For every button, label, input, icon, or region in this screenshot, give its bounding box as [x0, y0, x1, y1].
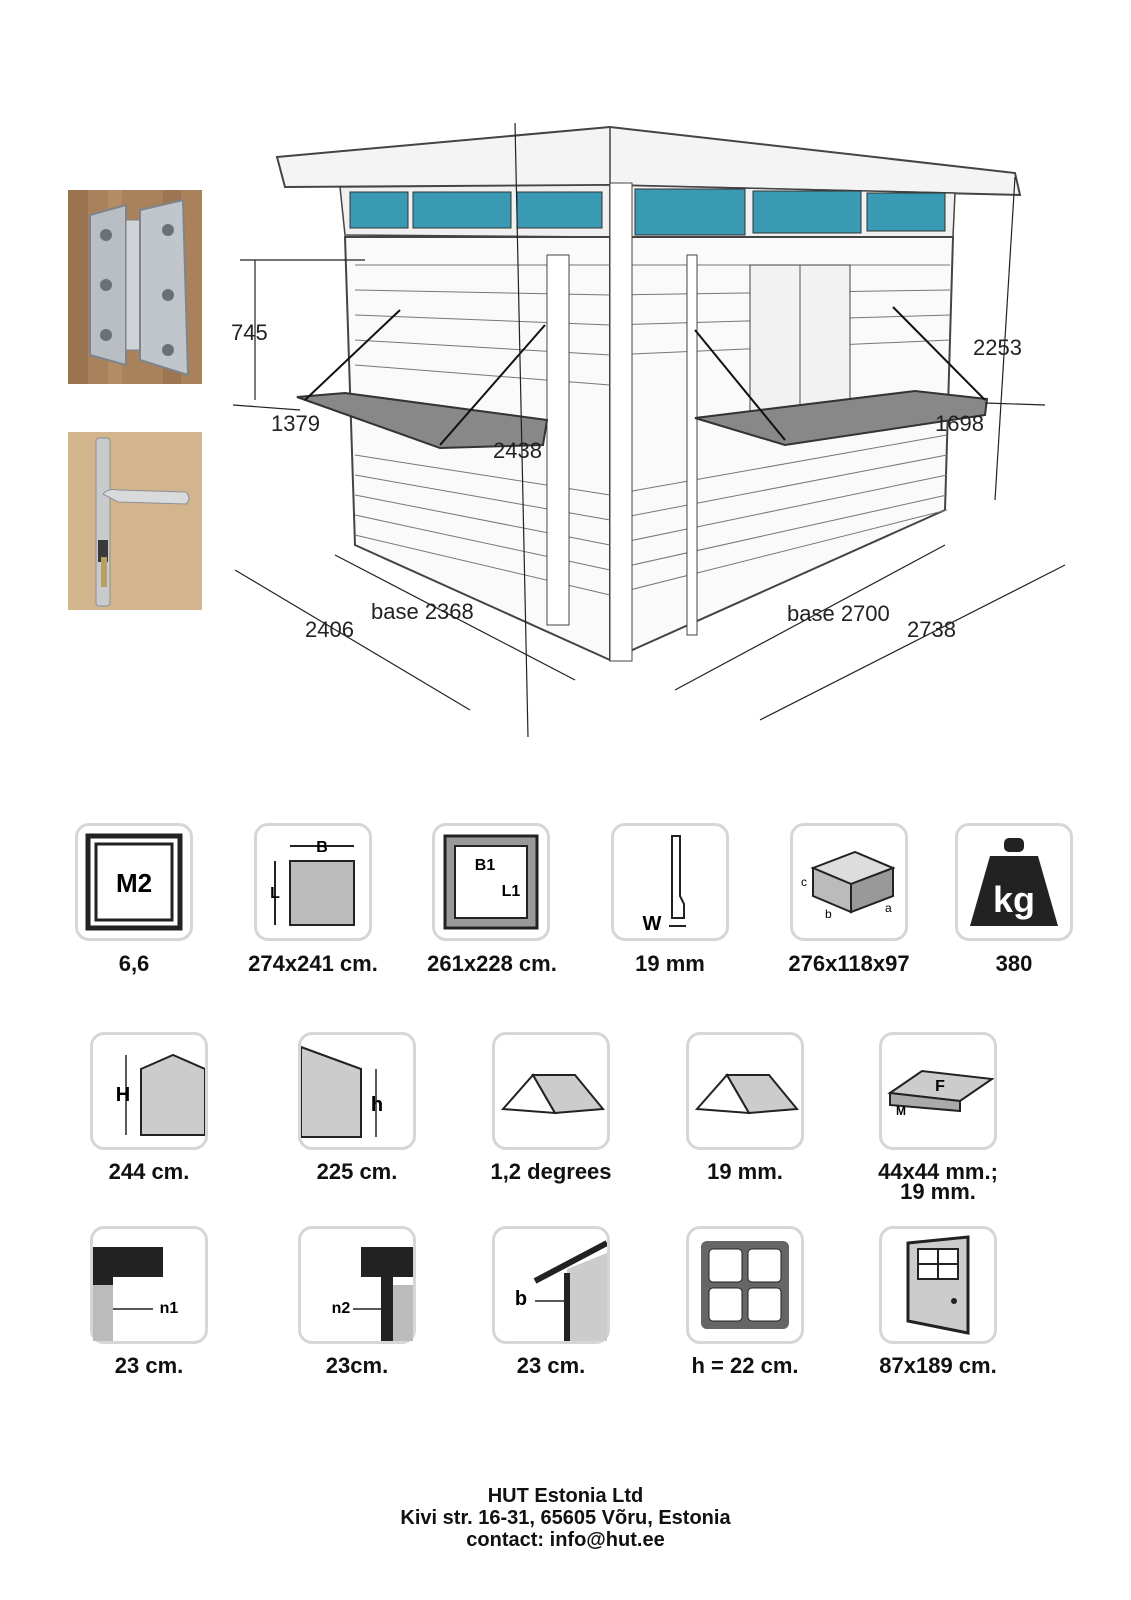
- side-wall-height-label: h: [370, 1094, 384, 1116]
- ridge-height-value: 244 cm.: [108, 1159, 190, 1184]
- dim-745: 745: [231, 320, 268, 345]
- window-value: h = 22 cm.: [691, 1353, 799, 1378]
- side-overhang-label: b: [514, 1288, 528, 1310]
- package-size-b-label: b: [825, 907, 832, 921]
- floor-frame-f-label: F: [935, 1078, 945, 1095]
- ridge-height-label: H: [115, 1084, 131, 1106]
- window-pane: [635, 189, 745, 235]
- dim-base-2368: base 2368: [371, 599, 474, 624]
- floor-frame-value-line2: 19 mm.: [900, 1179, 976, 1204]
- hinge-photo: [68, 190, 202, 384]
- door-handle-photo: [68, 432, 202, 610]
- window-icon: [686, 1226, 804, 1344]
- footer: [0, 1485, 1131, 1551]
- front-overhang-label: n1: [159, 1300, 179, 1317]
- package-size-a-label: a: [885, 901, 892, 915]
- outer-size-b-label: B: [316, 839, 328, 856]
- dim-2738: 2738: [907, 617, 956, 642]
- window-pane: [867, 193, 945, 231]
- dim-1698: 1698: [935, 411, 984, 436]
- dim-base-2700: base 2700: [787, 601, 890, 626]
- floor-area-value: 6,6: [118, 951, 150, 976]
- floor-frame-m-label: M: [896, 1104, 906, 1118]
- inner-size-b1-label: B1: [474, 857, 496, 874]
- roof-board-icon: [686, 1032, 804, 1150]
- rear-overhang-label: n2: [331, 1300, 351, 1317]
- floor-frame-value-line1: 44x44 mm.;: [878, 1159, 998, 1184]
- window-pane: [753, 191, 861, 233]
- package-size-icon: [790, 823, 908, 941]
- door-value: 87x189 cm.: [879, 1353, 997, 1378]
- inner-size-icon: [432, 823, 550, 941]
- front-overhang-icon: [90, 1226, 208, 1344]
- outer-size-l-label: L: [270, 885, 280, 902]
- side-overhang-icon: [492, 1226, 610, 1344]
- roof: [277, 127, 1020, 195]
- company-name: HUT Estonia Ltd: [487, 1485, 644, 1507]
- weight-value: 380: [995, 951, 1033, 976]
- inner-size-l1-label: L1: [501, 883, 521, 900]
- roof-pitch-icon: [492, 1032, 610, 1150]
- outer-size-icon: [254, 823, 372, 941]
- floor-frame-icon: [879, 1032, 997, 1150]
- floor-area-icon: [75, 823, 193, 941]
- kiosk-dimension-drawing: [225, 115, 1085, 745]
- wall-thickness-value: 19 mm: [635, 951, 705, 976]
- window-pane: [413, 192, 511, 228]
- window-pane: [517, 192, 602, 228]
- inner-size-value: 261x228 cm.: [427, 951, 557, 976]
- package-size-c-label: c: [801, 875, 807, 889]
- side-overhang-value: 23 cm.: [516, 1353, 586, 1378]
- rear-overhang-icon: [298, 1226, 416, 1344]
- door-icon: [879, 1226, 997, 1344]
- dim-2253: 2253: [973, 335, 1022, 360]
- package-size-value: 276x118x97: [788, 951, 910, 976]
- wall-thickness-icon: [611, 823, 729, 941]
- weight-icon: [955, 823, 1073, 941]
- window-pane: [350, 192, 408, 228]
- left-wall: [345, 237, 610, 660]
- weight-label: kg: [992, 879, 1036, 920]
- roof-board-value: 19 mm.: [707, 1159, 783, 1184]
- dim-1379: 1379: [271, 411, 320, 436]
- company-address: Kivi str. 16-31, 65605 Võru, Estonia: [400, 1507, 731, 1529]
- side-wall-height-value: 225 cm.: [316, 1159, 398, 1184]
- outer-size-value: 274x241 cm.: [248, 951, 378, 976]
- dim-2406: 2406: [305, 617, 354, 642]
- roof-pitch-value: 1,2 degrees: [490, 1159, 612, 1184]
- rear-overhang-value: 23cm.: [325, 1353, 389, 1378]
- contact-email: contact: info@hut.ee: [466, 1529, 665, 1551]
- side-wall-height-icon: [298, 1032, 416, 1150]
- floor-area-label: M2: [115, 868, 153, 898]
- wall-thickness-label: W: [642, 913, 662, 935]
- ridge-height-icon: [90, 1032, 208, 1150]
- front-overhang-value: 23 cm.: [114, 1353, 184, 1378]
- dim-2438: 2438: [493, 438, 542, 463]
